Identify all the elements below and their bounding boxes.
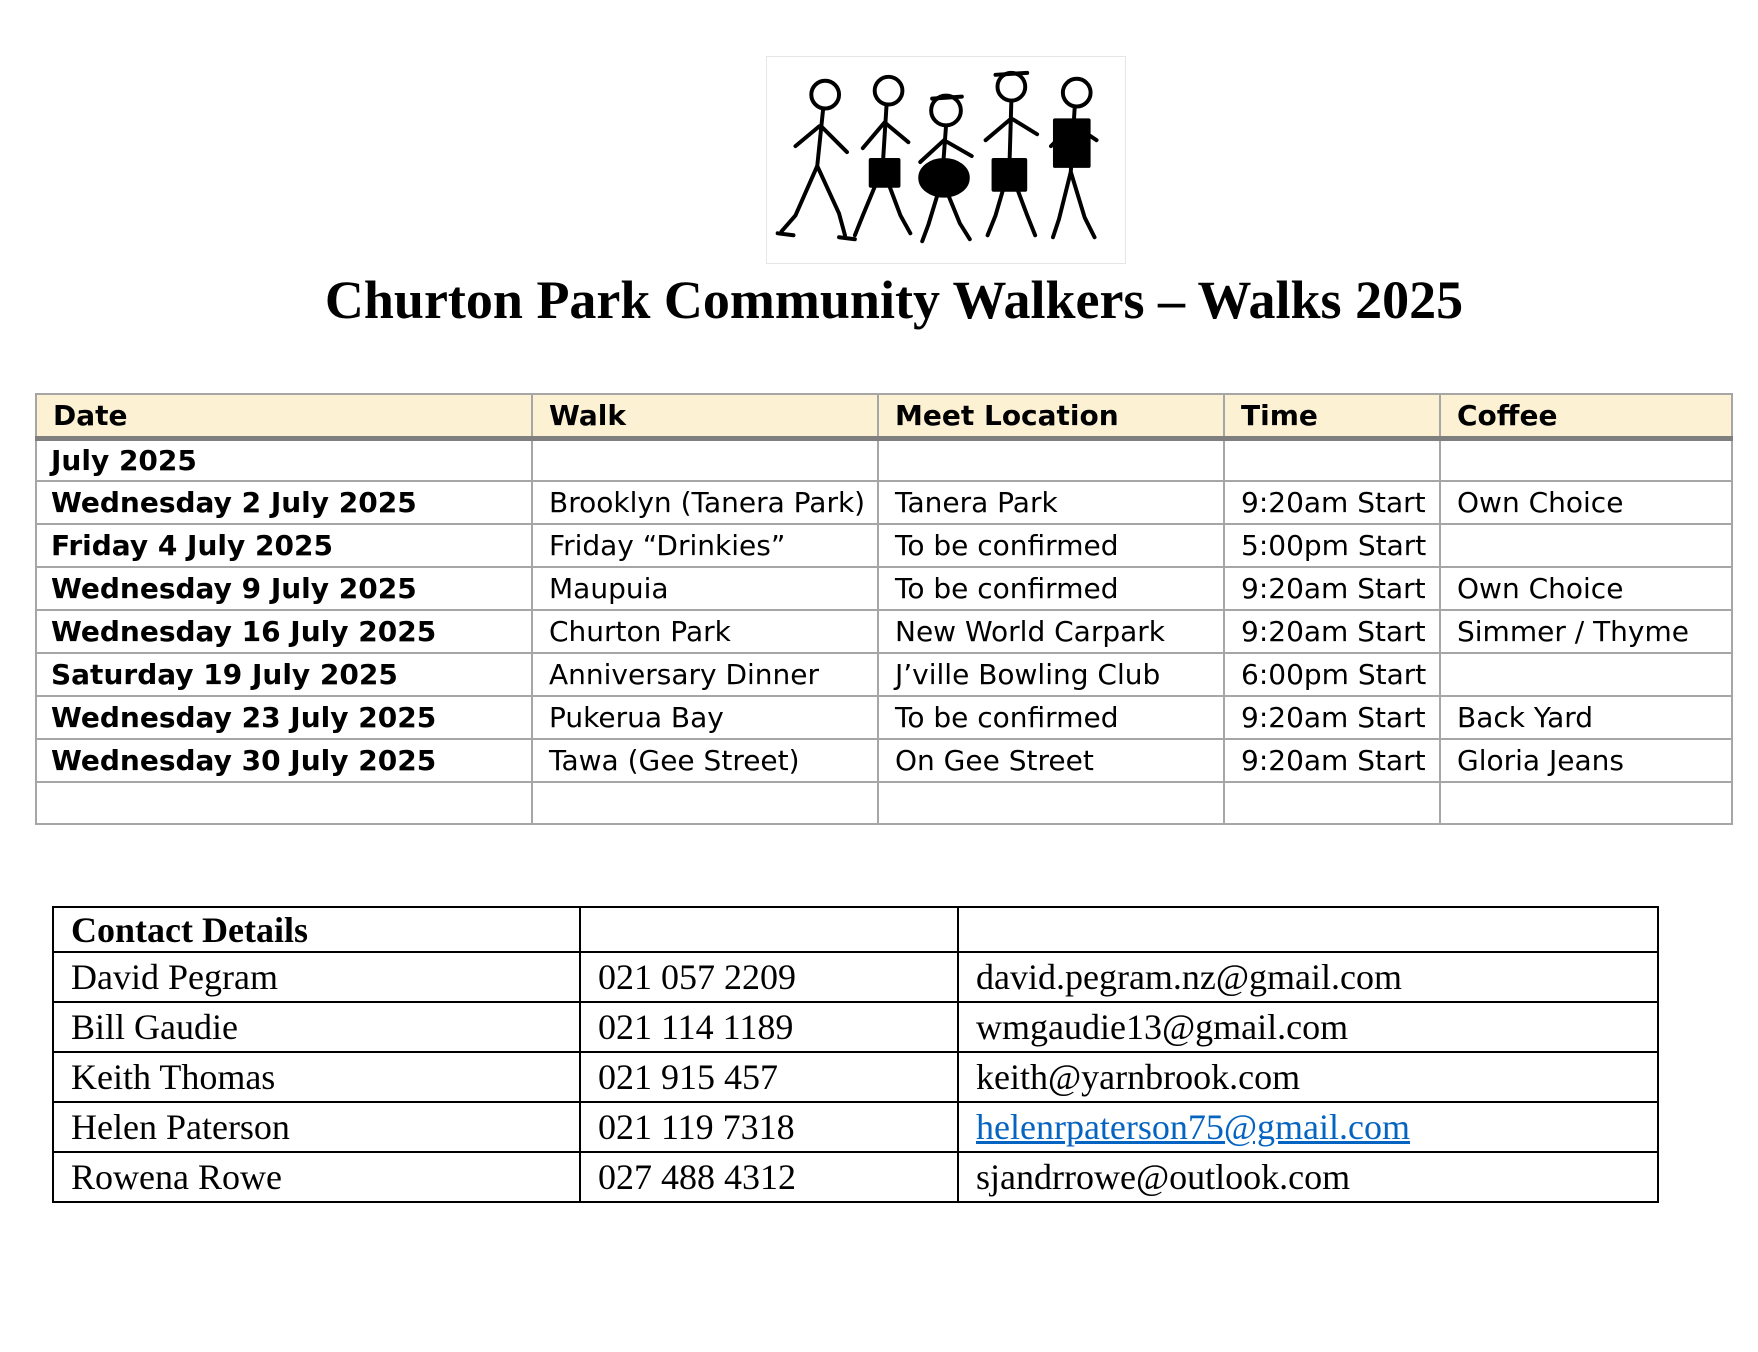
contact-row — [53, 1052, 1658, 1102]
meet-location: J’ville Bowling Club — [878, 653, 1224, 696]
walk-date: Friday 4 July 2025 — [36, 524, 532, 567]
walk-coffee: Back Yard — [1440, 696, 1732, 739]
contacts-heading: Contact Details — [53, 907, 580, 952]
empty-cell — [1224, 439, 1440, 482]
header-meet-location: Meet Location — [878, 394, 1224, 439]
empty-cell — [1440, 439, 1732, 482]
contact-name: Keith Thomas — [53, 1052, 580, 1102]
table-row — [36, 739, 1732, 782]
contact-row — [53, 952, 1658, 1002]
walk-name: Brooklyn (Tanera Park) — [532, 481, 878, 524]
walkers-illustration-icon — [766, 56, 1126, 264]
contact-phone: 021 119 7318 — [580, 1102, 958, 1152]
walk-time: 9:20am Start — [1224, 696, 1440, 739]
meet-location: To be confirmed — [878, 696, 1224, 739]
contact-email: keith@yarnbrook.com — [958, 1052, 1658, 1102]
meet-location: To be confirmed — [878, 567, 1224, 610]
contact-phone: 021 114 1189 — [580, 1002, 958, 1052]
page-title: Churton Park Community Walkers – Walks 2025 — [324, 270, 1464, 330]
walk-coffee: Simmer / Thyme — [1440, 610, 1732, 653]
contact-row — [53, 1102, 1658, 1152]
contact-phone: 027 488 4312 — [580, 1152, 958, 1202]
contact-phone: 021 915 457 — [580, 1052, 958, 1102]
empty-cell — [1440, 782, 1732, 824]
walk-time: 9:20am Start — [1224, 739, 1440, 782]
table-row — [36, 696, 1732, 739]
empty-row — [36, 782, 1732, 824]
meet-location: To be confirmed — [878, 524, 1224, 567]
contact-row — [53, 1152, 1658, 1202]
walk-time: 6:00pm Start — [1224, 653, 1440, 696]
walk-name: Friday “Drinkies” — [532, 524, 878, 567]
walk-name: Churton Park — [532, 610, 878, 653]
table-row — [36, 653, 1732, 696]
walk-date: Wednesday 9 July 2025 — [36, 567, 532, 610]
contact-name: David Pegram — [53, 952, 580, 1002]
empty-cell — [580, 907, 958, 952]
contact-phone: 021 057 2209 — [580, 952, 958, 1002]
empty-cell — [878, 439, 1224, 482]
empty-cell — [878, 782, 1224, 824]
header-walk: Walk — [532, 394, 878, 439]
header-coffee: Coffee — [1440, 394, 1732, 439]
month-label: July 2025 — [36, 439, 532, 482]
contacts-header-row — [53, 907, 1658, 952]
walk-date: Saturday 19 July 2025 — [36, 653, 532, 696]
walk-time: 5:00pm Start — [1224, 524, 1440, 567]
contact-row — [53, 1002, 1658, 1052]
walk-coffee: Own Choice — [1440, 481, 1732, 524]
walk-name: Anniversary Dinner — [532, 653, 878, 696]
meet-location: New World Carpark — [878, 610, 1224, 653]
walks-table — [35, 393, 1733, 825]
walk-coffee — [1440, 653, 1732, 696]
contact-email: wmgaudie13@gmail.com — [958, 1002, 1658, 1052]
contact-email-link[interactable]: helenrpaterson75@gmail.com — [976, 1107, 1411, 1147]
walk-time: 9:20am Start — [1224, 481, 1440, 524]
month-row — [36, 439, 1732, 482]
walk-coffee: Own Choice — [1440, 567, 1732, 610]
meet-location: Tanera Park — [878, 481, 1224, 524]
meet-location: On Gee Street — [878, 739, 1224, 782]
walk-date: Wednesday 30 July 2025 — [36, 739, 532, 782]
empty-cell — [36, 782, 532, 824]
walk-time: 9:20am Start — [1224, 610, 1440, 653]
empty-cell — [532, 439, 878, 482]
contact-email-cell — [958, 1102, 1658, 1152]
walk-date: Wednesday 23 July 2025 — [36, 696, 532, 739]
contact-email: sjandrrowe@outlook.com — [958, 1152, 1658, 1202]
header-date: Date — [36, 394, 532, 439]
walk-date: Wednesday 16 July 2025 — [36, 610, 532, 653]
header-time: Time — [1224, 394, 1440, 439]
contact-name: Helen Paterson — [53, 1102, 580, 1152]
walk-coffee — [1440, 524, 1732, 567]
table-row — [36, 524, 1732, 567]
empty-cell — [532, 782, 878, 824]
empty-cell — [1224, 782, 1440, 824]
empty-cell — [958, 907, 1658, 952]
walk-name: Pukerua Bay — [532, 696, 878, 739]
walk-time: 9:20am Start — [1224, 567, 1440, 610]
walks-header-row — [36, 394, 1732, 439]
table-row — [36, 610, 1732, 653]
walk-name: Tawa (Gee Street) — [532, 739, 878, 782]
contact-name: Bill Gaudie — [53, 1002, 580, 1052]
contacts-table — [52, 906, 1659, 1203]
walk-date: Wednesday 2 July 2025 — [36, 481, 532, 524]
contact-email: david.pegram.nz@gmail.com — [958, 952, 1658, 1002]
walk-name: Maupuia — [532, 567, 878, 610]
contact-name: Rowena Rowe — [53, 1152, 580, 1202]
walk-coffee: Gloria Jeans — [1440, 739, 1732, 782]
table-row — [36, 567, 1732, 610]
table-row — [36, 481, 1732, 524]
